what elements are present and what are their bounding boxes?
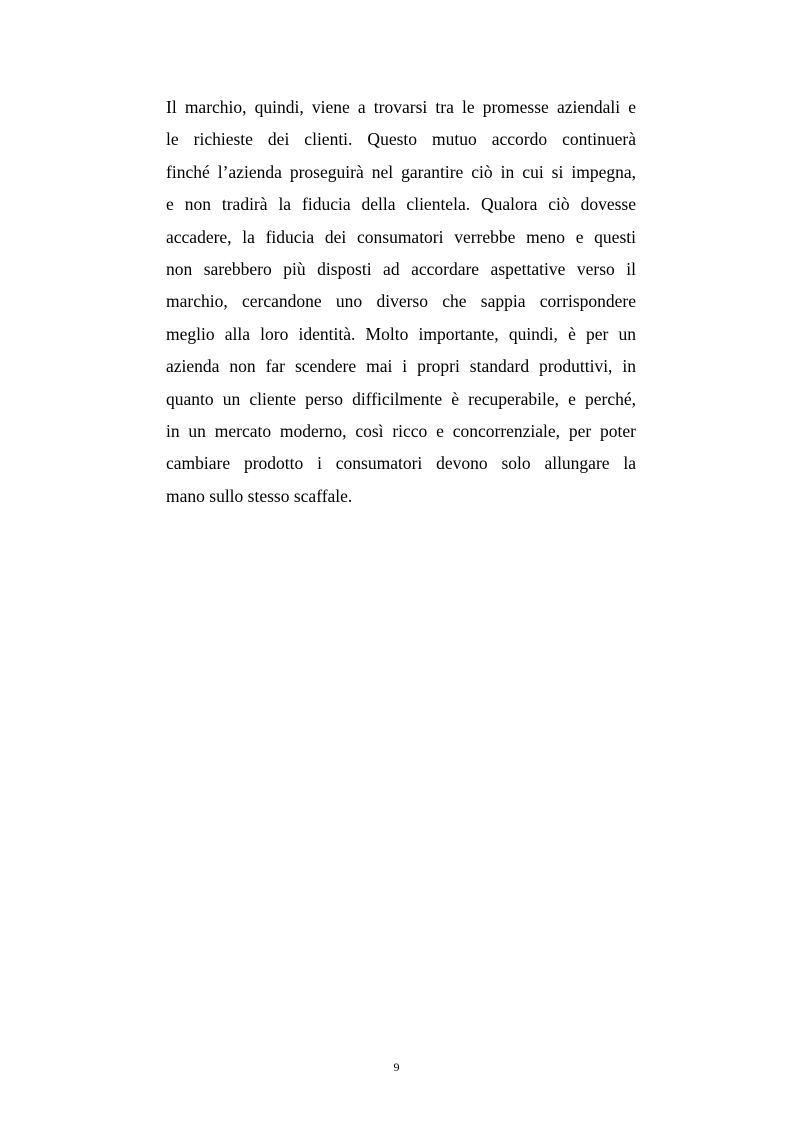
paragraph-line: azienda non far scendere mai i propri standard produttivi, in — [166, 356, 636, 377]
paragraph-line: e non tradirà la fiducia della clientela. Qualora ciò dovesse — [166, 194, 636, 215]
paragraph-line: cambiare prodotto i consumatori devono solo allungare la — [166, 453, 636, 474]
paragraph-line: Il marchio, quindi, viene a trovarsi tra le promesse aziendali e — [166, 97, 636, 117]
paragraph-line: marchio, cercandone uno diverso che sappia corrispondere — [166, 291, 636, 312]
paragraph-line: meglio alla loro identità. Molto importante, quindi, è per un — [166, 323, 636, 344]
paragraph-line: in un mercato moderno, così ricco e concorrenziale, per poter — [166, 420, 636, 441]
paragraph-line: le richieste dei clienti. Questo mutuo accordo continuerà — [166, 129, 636, 150]
paragraph-line: mano sullo stesso scaffale. — [166, 485, 353, 506]
body-paragraph — [166, 91, 636, 512]
paragraph-line: finché l’azienda proseguirà nel garantire ciò in cui si impegna, — [166, 161, 636, 182]
paragraph-line: non sarebbero più disposti ad accordare aspettative verso il — [166, 258, 636, 279]
paragraph-line: accadere, la fiducia dei consumatori verrebbe meno e questi — [166, 226, 636, 247]
page-number: 9 — [393, 1060, 400, 1074]
paragraph-line: quanto un cliente perso difficilmente è recuperabile, e perché, — [166, 388, 636, 409]
